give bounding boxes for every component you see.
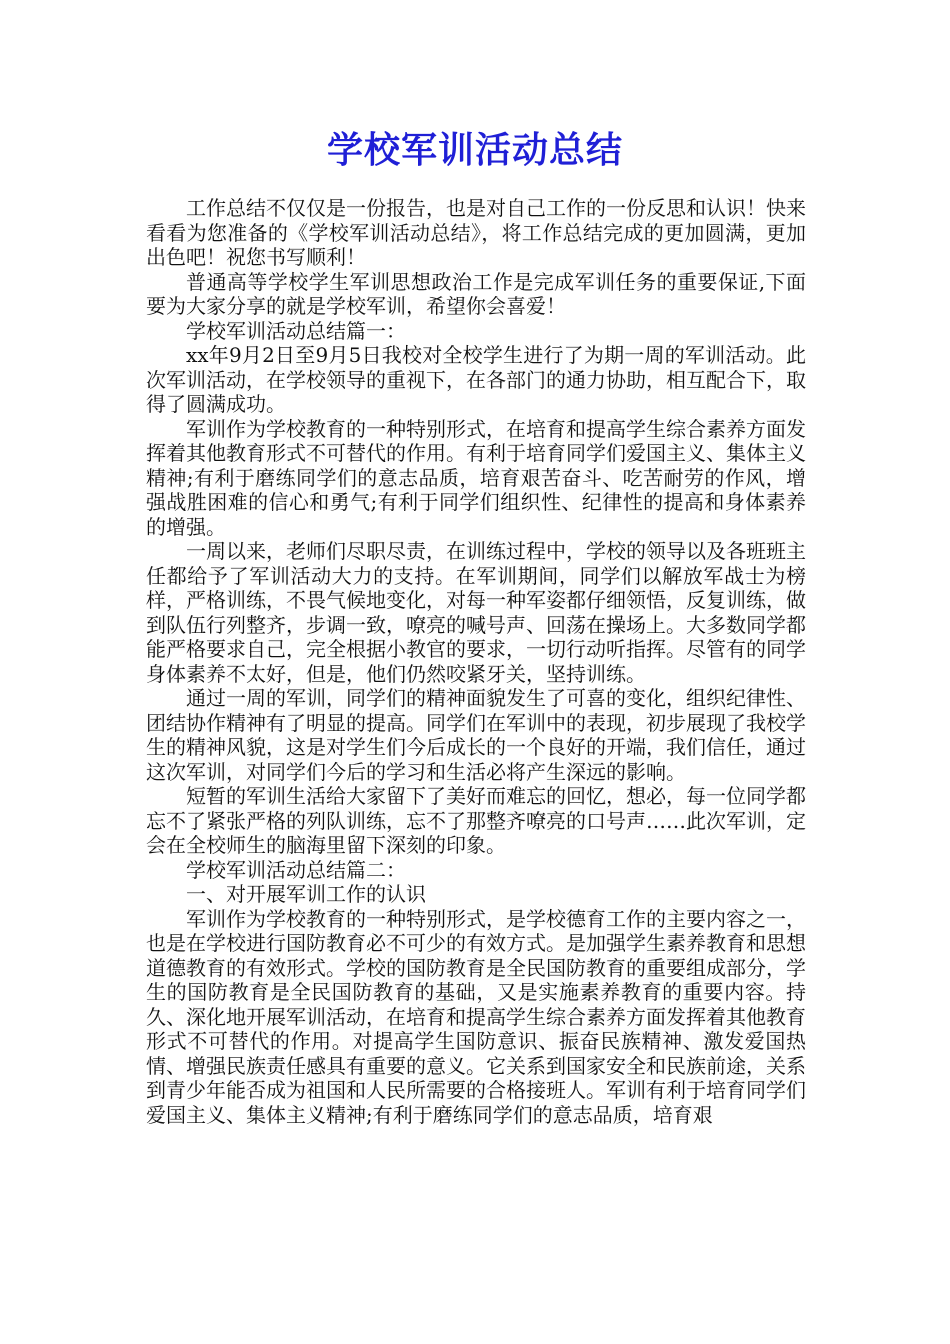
paragraph: 一周以来，老师们尽职尽责，在训练过程中，学校的领导以及各班班主任都给予了军训活动大力的支持。在军训期间，同学们以解放军战士为榜样，严格训练，不畏气候地变化，对每一种军姿都仔细领悟，反复训练，做到队伍行列整齐，步调一致，嘹亮的喊号声、回荡在操场上。大多数同学都能严格要求自己，完全根据小教官的要求，一切行动听指挥。尽管有的同学身体素养不太好，但是，他们仍然咬紧牙关，坚持训练。 (146, 539, 806, 686)
document-title: 学校军训活动总结 (326, 129, 623, 171)
paragraph-intro: 工作总结不仅仅是一份报告，也是对自己工作的一份反思和认识！快来看看为您准备的《学校军训活动总结》，将工作总结完成的更加圆满，更加出色吧！祝您书写顺利！ (146, 196, 806, 269)
subsection-heading: 一、对开展军训工作的认识 (186, 882, 426, 906)
section-heading-part-two: 学校军训活动总结篇二： (186, 857, 406, 882)
paragraph: 通过一周的军训，同学们的精神面貌发生了可喜的变化，组织纪律性、团结协作精神有了明显的提高。同学们在军训中的表现，初步展现了我校学生的精神风貌，这是对学生们今后成长的一个良好的开端，我们信任，通过这次军训，对同学们今后的学习和生活必将产生深远的影响。 (146, 686, 806, 784)
paragraph: 军训作为学校教育的一种特别形式，在培育和提高学生综合素养方面发挥着其他教育形式不可替代的作用。有利于培育同学们爱国主义、集体主义精神;有利于磨练同学们的意志品质，培育艰苦奋斗、吃苦耐劳的作风，增强战胜困难的信心和勇气;有利于同学们组织性、纪律性的提高和身体素养的增强。 (146, 416, 806, 539)
paragraph: 短暂的军训生活给大家留下了美好而难忘的回忆，想必，每一位同学都忘不了紧张严格的列队训练，忘不了那整齐嘹亮的口号声……此次军训，定会在全校师生的脑海里留下深刻的印象。 (146, 784, 806, 857)
paragraph-preface: 普通高等学校学生军训思想政治工作是完成军训任务的重要保证,下面要为大家分享的就是学校军训，希望你会喜爱！ (146, 269, 806, 318)
paragraph: xx年9月2日至9月5日我校对全校学生进行了为期一周的军训活动。此次军训活动，在学校领导的重视下，在各部门的通力协助，相互配合下，取得了圆满成功。 (146, 343, 806, 416)
section-heading-part-one: 学校军训活动总结篇一： (186, 318, 406, 343)
paragraph: 军训作为学校教育的一种特别形式，是学校德育工作的主要内容之一，也是在学校进行国防教育必不可少的有效方式。是加强学生素养教育和思想道德教育的有效形式。学校的国防教育是全民国防教育的重要组成部分，学生的国防教育是全民国防教育的基础，又是实施素养教育的重要内容。持久、深化地开展军训活动，在培育和提高学生综合素养方面发挥着其他教育形式不可替代的作用。对提高学生国防意识、振奋民族精神、激发爱国热情、增强民族责任感具有重要的意义。它关系到国家安全和民族前途，关系到青少年能否成为祖国和人民所需要的合格接班人。军训有利于培育同学们爱国主义、集体主义精神;有利于磨练同学们的意志品质，培育艰 (146, 906, 806, 1127)
document-body (146, 196, 806, 1127)
